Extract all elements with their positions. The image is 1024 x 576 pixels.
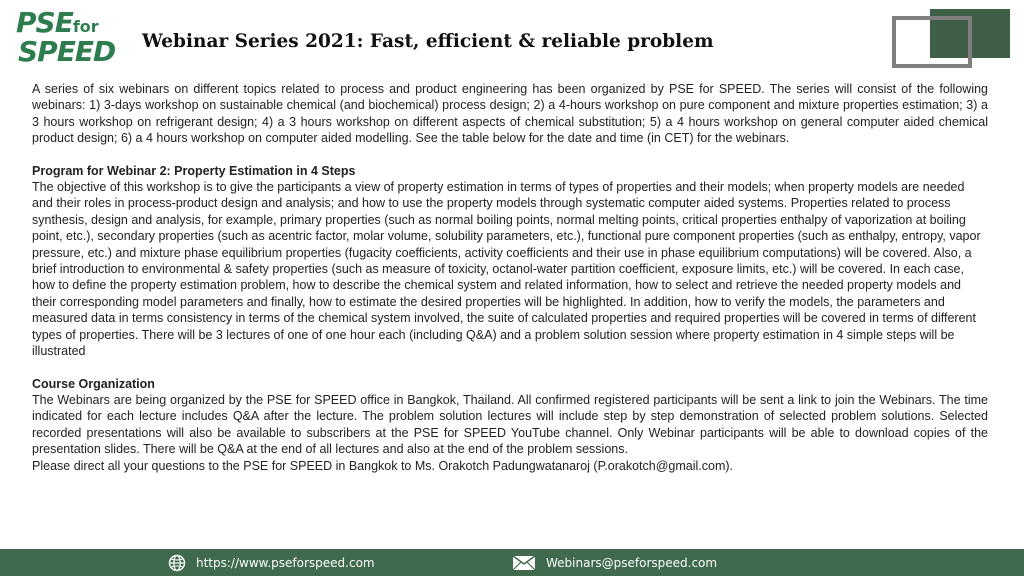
footer-bar: [0, 549, 1024, 576]
logo-pse-text: PSE: [16, 6, 73, 39]
website-text: https://www.pseforspeed.com: [196, 556, 375, 570]
slide-content: [32, 81, 988, 474]
website-link[interactable]: [168, 554, 375, 572]
logo-for-text: for: [72, 17, 99, 36]
email-text: Webinars@pseforspeed.com: [546, 556, 718, 570]
course-heading: Course Organization: [32, 376, 155, 391]
intro-paragraph: A series of six webinars on different topics related to process and product engineering has been organized by PSE for SPEED. The series will consist of the following webinars: 1) 3-days workshop on sustainable chemical (and biochemical) process design; 2) a 4-hours workshop on pure component and mixture properties estimation; 3) a 3 hours workshop on refrigerant design; 4) a 3 hours workshop on different aspects of chemical substitution; 5) a 4 hours workshop on general computer aided chemical product design; 6) a 4 hours workshop on computer aided modelling. See the table below for the date and time (in CET) for the webinars.: [32, 82, 988, 146]
envelope-icon: [512, 555, 536, 571]
pse-for-speed-logo: [16, 8, 116, 68]
course-body: The Webinars are being organized by the PSE for SPEED office in Bangkok, Thailand. All confirmed registered participants will be sent a link to join the Webinars. The time indicated for each lecture includes Q&A after the lecture. The problem solution lectures will include step by step demonstration of selected problem solutions. Selected recorded presentations will also be available to subscribers at the PSE for SPEED YouTube channel. Only Webinar participants will be able to download copies of the presentation slides. There will be Q&A at the end of all lectures and also at the end of the problem sessions.: [32, 392, 988, 457]
globe-icon: [168, 554, 186, 572]
program-heading: Program for Webinar 2: Property Estimation in 4 Steps: [32, 163, 356, 178]
page-title: Webinar Series 2021: Fast, efficient & reliable problem: [142, 31, 714, 52]
contact-line: Please direct all your questions to the PSE for SPEED in Bangkok to Ms. Orakotch Padungwatanaroj (P.orakotch@gmail.com).: [32, 458, 733, 473]
email-link[interactable]: [512, 554, 717, 572]
decorative-gray-frame: [892, 16, 972, 68]
program-body: The objective of this workshop is to give the participants a view of property estimation in terms of types of properties and their models; when property models are needed and their roles in process-product design and analysis; and how to use the property models through systematic computer aided systems. Properties related to process synthesis, design and analysis, for example, primary properties (such as normal boiling points, normal melting points, critical properties enthalpy of vaporization at boiling point, etc.), secondary properties (such as acentric factor, molar volume, solubility parameters, etc.), functional pure component properties (such as enthalpy, entropy, vapor pressure, etc.) and mixture phase equilibrium properties (fugacity coefficients, activity coefficients and their use in phase equilibrium computations) will be covered. Also, a brief introduction to environmental & safety properties (such as measure of toxicity, octanol-water partition coefficient, exposure limits, etc.) will be covered. In each case, how to define the property estimation problem, how to describe the chemical system and related information, how to select and retrieve the needed property models and their corresponding model parameters and finally, how to estimate the desired properties will be highlighted. In addition, how to verify the models, the parameters and measured data in terms consistency in terms of the chemical system involved, the suite of calculated properties and required properties will be covered in terms of different types of properties. There will be 3 lectures of one of one hour each (including Q&A) and a problem solution session where property estimation in 4 simple steps will be illustrated: [32, 180, 981, 359]
logo-line-2: SPEED: [18, 35, 116, 68]
